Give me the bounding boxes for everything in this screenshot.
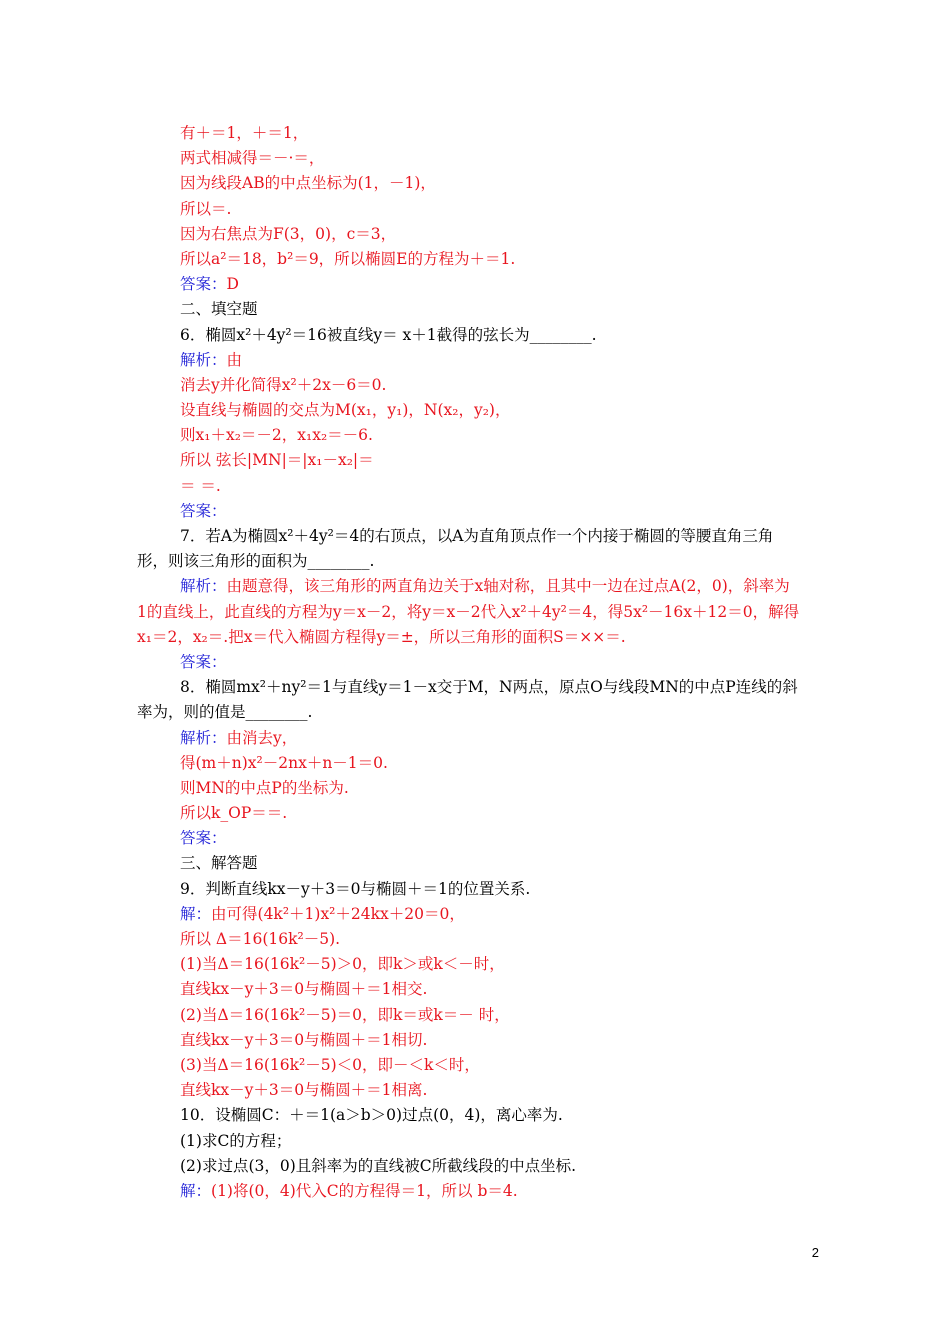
text-line bbox=[137, 499, 817, 524]
text-segment: 所以a²＝18，b²＝9，所以椭圆E的方程为＋＝1. bbox=[180, 249, 516, 268]
text-segment: ＝ ＝. bbox=[180, 476, 221, 495]
text-line bbox=[137, 272, 817, 297]
text-line bbox=[137, 877, 817, 902]
text-line bbox=[137, 1103, 817, 1128]
text-line bbox=[137, 826, 817, 851]
answer-label: 答案： bbox=[180, 275, 227, 294]
text-line bbox=[137, 927, 817, 952]
text-line bbox=[137, 323, 817, 348]
text-segment: 由题意得，该三角形的两直角边关于x轴对称，且其中一边在过点A(2，0)，斜率为 bbox=[226, 577, 790, 596]
answer-label: 解析： bbox=[180, 728, 227, 747]
text-line bbox=[137, 398, 817, 423]
text-segment: 则x₁＋x₂＝－2，x₁x₂＝－6. bbox=[180, 426, 373, 445]
page-content bbox=[137, 121, 817, 1204]
text-segment: 消去y并化简得x²＋2x－6＝0. bbox=[180, 375, 387, 394]
text-segment: 三、解答题 bbox=[180, 854, 258, 873]
text-segment: 得(m＋n)x²－2nx＋n－1＝0. bbox=[180, 753, 388, 772]
text-segment: x₁＝2，x₂＝.把x＝代入椭圆方程得y＝±，所以三角形的面积S＝××＝. bbox=[137, 627, 626, 646]
text-segment: 则MN的中点P的坐标为. bbox=[180, 778, 349, 797]
text-segment: (1)求C的方程； bbox=[180, 1131, 292, 1150]
text-line bbox=[137, 373, 817, 398]
text-line bbox=[137, 1154, 817, 1179]
text-line bbox=[137, 1003, 817, 1028]
text-line bbox=[137, 171, 817, 196]
text-segment: 直线kx－y＋3＝0与椭圆＋＝1相交. bbox=[180, 980, 428, 999]
answer-label: 答案： bbox=[180, 829, 227, 848]
text-line bbox=[137, 146, 817, 171]
text-line bbox=[137, 448, 817, 473]
text-segment: 有＋＝1，＋＝1， bbox=[180, 124, 309, 142]
text-segment: (2)当Δ＝16(16k²－5)＝0，即k＝或k＝－ 时， bbox=[180, 1005, 510, 1024]
text-line bbox=[137, 348, 817, 373]
text-line bbox=[137, 776, 817, 801]
text-line bbox=[137, 474, 817, 499]
text-line bbox=[137, 222, 817, 247]
answer-label: 答案： bbox=[180, 501, 227, 520]
text-line bbox=[137, 902, 817, 927]
text-line bbox=[137, 524, 817, 549]
text-segment: 率为，则的值是________. bbox=[137, 703, 313, 722]
text-segment: 9．判断直线kx－y＋3＝0与椭圆＋＝1的位置关系. bbox=[180, 879, 531, 898]
text-line bbox=[137, 1129, 817, 1154]
text-line bbox=[137, 1053, 817, 1078]
text-segment: 二、填空题 bbox=[180, 300, 258, 319]
answer-label: 解析： bbox=[180, 350, 227, 369]
text-line bbox=[137, 600, 817, 625]
text-segment: 所以k_OP＝＝. bbox=[180, 804, 288, 823]
text-segment: 直线kx－y＋3＝0与椭圆＋＝1相切. bbox=[180, 1030, 428, 1049]
text-segment: 由 bbox=[226, 350, 243, 369]
text-line bbox=[137, 801, 817, 826]
text-segment: (2)求过点(3，0)且斜率为的直线被C所截线段的中点坐标. bbox=[180, 1156, 577, 1175]
text-line bbox=[137, 1179, 817, 1204]
text-line bbox=[137, 625, 817, 650]
text-line bbox=[137, 851, 817, 876]
text-segment: 所以 弦长|MN|＝|x₁－x₂|＝ bbox=[180, 451, 374, 470]
text-segment: 两式相减得＝－·＝， bbox=[180, 149, 325, 168]
text-segment: 由可得(4k²＋1)x²＋24kx＋20＝0， bbox=[211, 904, 465, 923]
text-segment: 设直线与椭圆的交点为M(x₁，y₁)，N(x₂，y₂)， bbox=[180, 401, 511, 420]
text-line bbox=[137, 423, 817, 448]
text-segment: 形，则该三角形的面积为________. bbox=[137, 552, 375, 571]
text-segment: 因为右焦点为F(3，0)，c＝3， bbox=[180, 224, 397, 243]
text-segment: (1)将(0，4)代入C的方程得＝1，所以 b＝4. bbox=[211, 1181, 518, 1200]
answer-label: 解析： bbox=[180, 577, 227, 596]
text-line bbox=[137, 574, 817, 599]
text-line bbox=[137, 952, 817, 977]
text-segment: 所以＝. bbox=[180, 199, 232, 218]
text-segment: 7．若A为椭圆x²＋4y²＝4的右顶点，以A为直角顶点作一个内接于椭圆的等腰直角三角 bbox=[180, 527, 774, 545]
text-segment: 8．椭圆mx²＋ny²＝1与直线y＝1－x交于M，N两点，原点O与线段MN的中点P连线的斜 bbox=[180, 678, 798, 697]
text-line bbox=[137, 751, 817, 776]
text-line bbox=[137, 675, 817, 700]
text-line bbox=[137, 700, 817, 725]
text-segment: 10．设椭圆C：＋＝1(a＞b＞0)过点(0，4)，离心率为. bbox=[180, 1106, 563, 1125]
text-segment: (3)当Δ＝16(16k²－5)＜0，即－＜k＜时， bbox=[180, 1055, 480, 1074]
text-line bbox=[137, 977, 817, 1002]
text-segment: (1)当Δ＝16(16k²－5)＞0，即k＞或k＜－时， bbox=[180, 955, 505, 974]
text-line bbox=[137, 1078, 817, 1103]
answer-label: 解： bbox=[180, 1181, 212, 1200]
text-segment: 直线kx－y＋3＝0与椭圆＋＝1相离. bbox=[180, 1081, 428, 1100]
answer-label: 解： bbox=[180, 904, 212, 923]
text-line bbox=[137, 197, 817, 222]
text-segment: 因为线段AB的中点坐标为(1，－1)， bbox=[180, 174, 436, 193]
text-line bbox=[137, 650, 817, 675]
text-segment: 由消去y， bbox=[226, 728, 298, 747]
text-line bbox=[137, 247, 817, 272]
text-line bbox=[137, 297, 817, 322]
text-segment: 6．椭圆x²＋4y²＝16被直线y＝ x＋1截得的弦长为________. bbox=[180, 325, 597, 344]
text-line bbox=[137, 121, 817, 146]
text-segment: 所以 Δ＝16(16k²－5). bbox=[180, 930, 341, 948]
answer-label: 答案： bbox=[180, 652, 227, 671]
text-line bbox=[137, 549, 817, 574]
text-line bbox=[137, 1028, 817, 1053]
text-segment: 1的直线上，此直线的方程为y＝x－2，将y＝x－2代入x²＋4y²＝4，得5x²－16x＋12＝0，解得 bbox=[137, 602, 800, 621]
text-segment: D bbox=[226, 275, 239, 294]
page-number: 2 bbox=[811, 1245, 819, 1260]
text-line bbox=[137, 726, 817, 751]
